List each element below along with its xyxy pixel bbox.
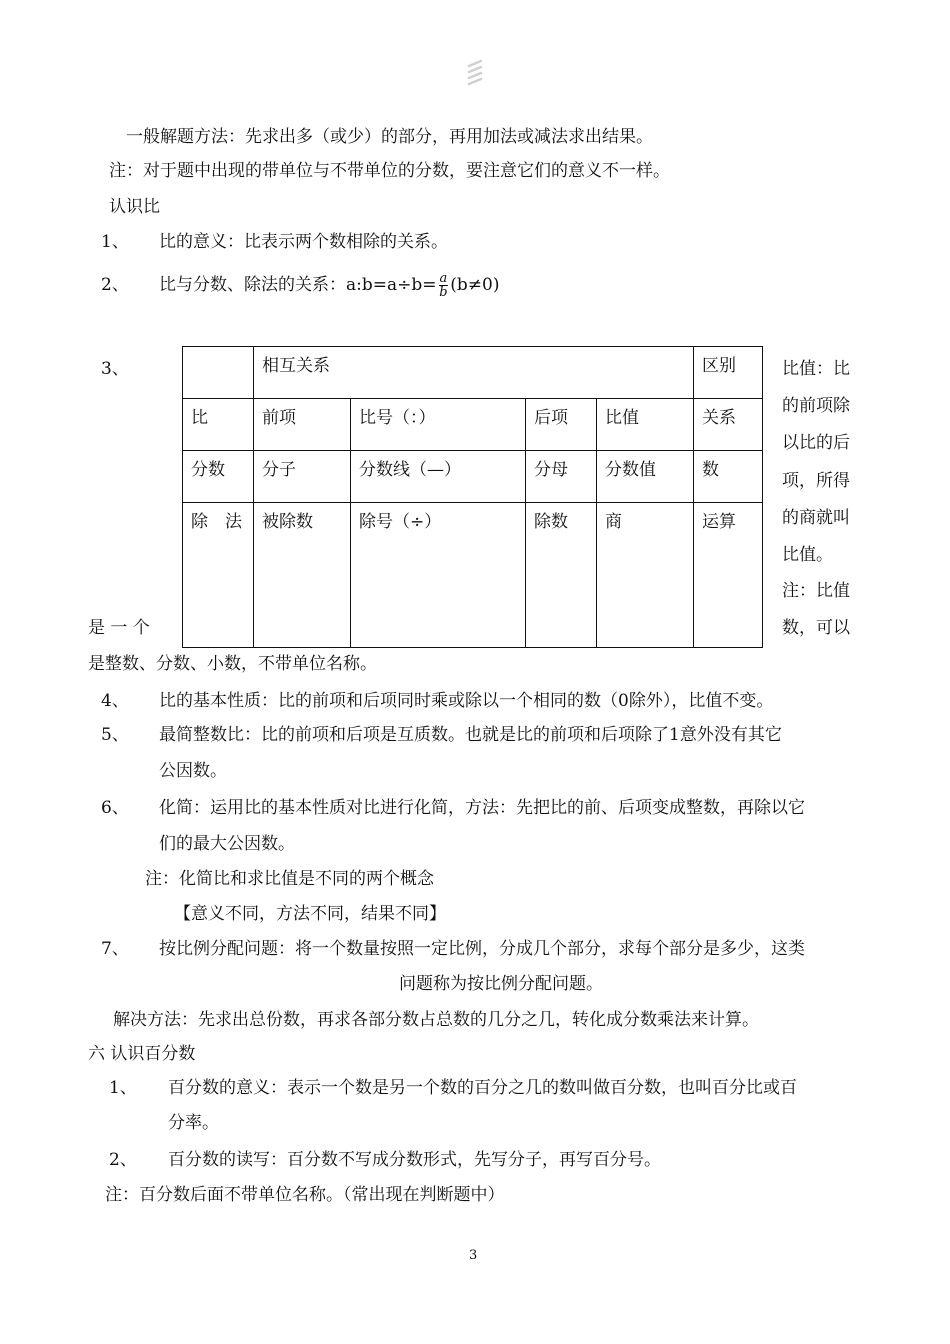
item-number: 7、 (101, 939, 129, 959)
method-line: 一般解题方法：先求出多（或少）的部分，再用加法或减法求出结果。 (126, 127, 653, 147)
note-line: 注：百分数后面不带单位名称。（常出现在判断题中） (105, 1185, 505, 1205)
item-text: 比的基本性质：比的前项和后项同时乘或除以一个相同的数（0除外），比值不变。 (159, 691, 774, 711)
item-text-continued: 是整数、分数、小数，不带单位名称。 (88, 654, 377, 674)
page-number: 3 (469, 1248, 478, 1263)
item-text: 公因数。 (159, 761, 227, 781)
stacked-stripes-logo-icon (466, 58, 484, 88)
table-cell: 被除数 (254, 503, 351, 648)
table-cell: 除号（÷） (351, 503, 526, 648)
table-cell: 数 (694, 451, 763, 503)
note-line: 注：化简比和求比值是不同的两个概念 (145, 869, 434, 889)
side-text-line: 注：比值 (782, 581, 850, 601)
table-cell: 分母 (526, 451, 597, 503)
side-text-line: 以比的后 (782, 433, 850, 453)
item-text: 们的最大公因数。 (159, 834, 295, 854)
side-text-line: 的商就叫 (782, 508, 850, 528)
fraction-numerator: a (439, 271, 448, 286)
table-cell: 分数线（—） (351, 451, 526, 503)
item-number: 4、 (101, 691, 129, 711)
item-text: 最简整数比：比的前项和后项是互质数。也就是比的前项和后项除了1意外没有其它 (159, 725, 782, 745)
table-cell: 除数 (526, 503, 597, 648)
table-cell: 前项 (254, 399, 351, 451)
table-cell: 分数 (183, 451, 254, 503)
item-text: 分率。 (168, 1113, 219, 1133)
section-title-percent: 六 认识百分数 (88, 1044, 196, 1064)
fraction-prefix: 比与分数、除法的关系：a:b=a÷b= (159, 275, 437, 295)
table-cell (183, 347, 254, 399)
item-number: 6、 (101, 798, 129, 818)
note-line: 注：对于题中出现的带单位与不带单位的分数，要注意它们的意义不一样。 (109, 161, 670, 181)
item-text: 比的意义：比表示两个数相除的关系。 (159, 232, 448, 252)
table-cell: 商 (597, 503, 694, 648)
item-number: 1、 (101, 232, 129, 252)
side-text-line: 比值：比 (782, 359, 850, 379)
table-header-cell: 相互关系 (254, 347, 694, 399)
table-cell: 分数值 (597, 451, 694, 503)
item-text: 化简：运用比的基本性质对比进行化简，方法：先把比的前、后项变成整数，再除以它 (159, 798, 805, 818)
side-text-line: 的前项除 (782, 396, 850, 416)
item-number: 1、 (109, 1078, 137, 1098)
solution-line: 解决方法：先求出总份数，再求各部分数占总数的几分之几，转化成分数乘法来计算。 (113, 1010, 759, 1030)
table-header-cell: 区别 (694, 347, 763, 399)
item-number: 2、 (109, 1150, 137, 1170)
item-number: 3、 (101, 359, 129, 379)
item-text: 百分数的读写：百分数不写成分数形式，先写分子，再写百分号。 (168, 1150, 661, 1170)
item-text-left: 是 一 个 (88, 618, 150, 638)
table-cell: 比 (183, 399, 254, 451)
side-text-line: 数，可以 (782, 618, 850, 638)
note-line: 【意义不同，方法不同，结果不同】 (174, 904, 446, 924)
table-cell: 关系 (694, 399, 763, 451)
item-text: 按比例分配问题：将一个数量按照一定比例，分成几个部分，求每个部分是多少，这类 (159, 939, 805, 959)
section-title-ratio: 认识比 (109, 197, 160, 217)
side-text-line: 项，所得 (782, 471, 850, 491)
item-text: 百分数的意义：表示一个数是另一个数的百分之几的数叫做百分数，也叫百分比或百 (168, 1078, 797, 1098)
table-cell: 比号（：） (351, 399, 526, 451)
table-cell: 运算 (694, 503, 763, 648)
item-text: 问题称为按比例分配问题。 (399, 974, 603, 994)
ratio-relation-table (182, 346, 763, 648)
fraction-denominator: b (439, 285, 448, 300)
fraction (439, 272, 449, 299)
item-number: 5、 (101, 725, 129, 745)
table-cell: 除 法 (183, 503, 254, 648)
table-cell: 后项 (526, 399, 597, 451)
item-text-with-fraction (159, 266, 499, 304)
table-cell: 比值 (597, 399, 694, 451)
item-number: 2、 (101, 275, 129, 295)
table-cell: 分子 (254, 451, 351, 503)
side-text-line: 比值。 (782, 545, 833, 565)
fraction-suffix: (b≠0) (450, 275, 500, 295)
